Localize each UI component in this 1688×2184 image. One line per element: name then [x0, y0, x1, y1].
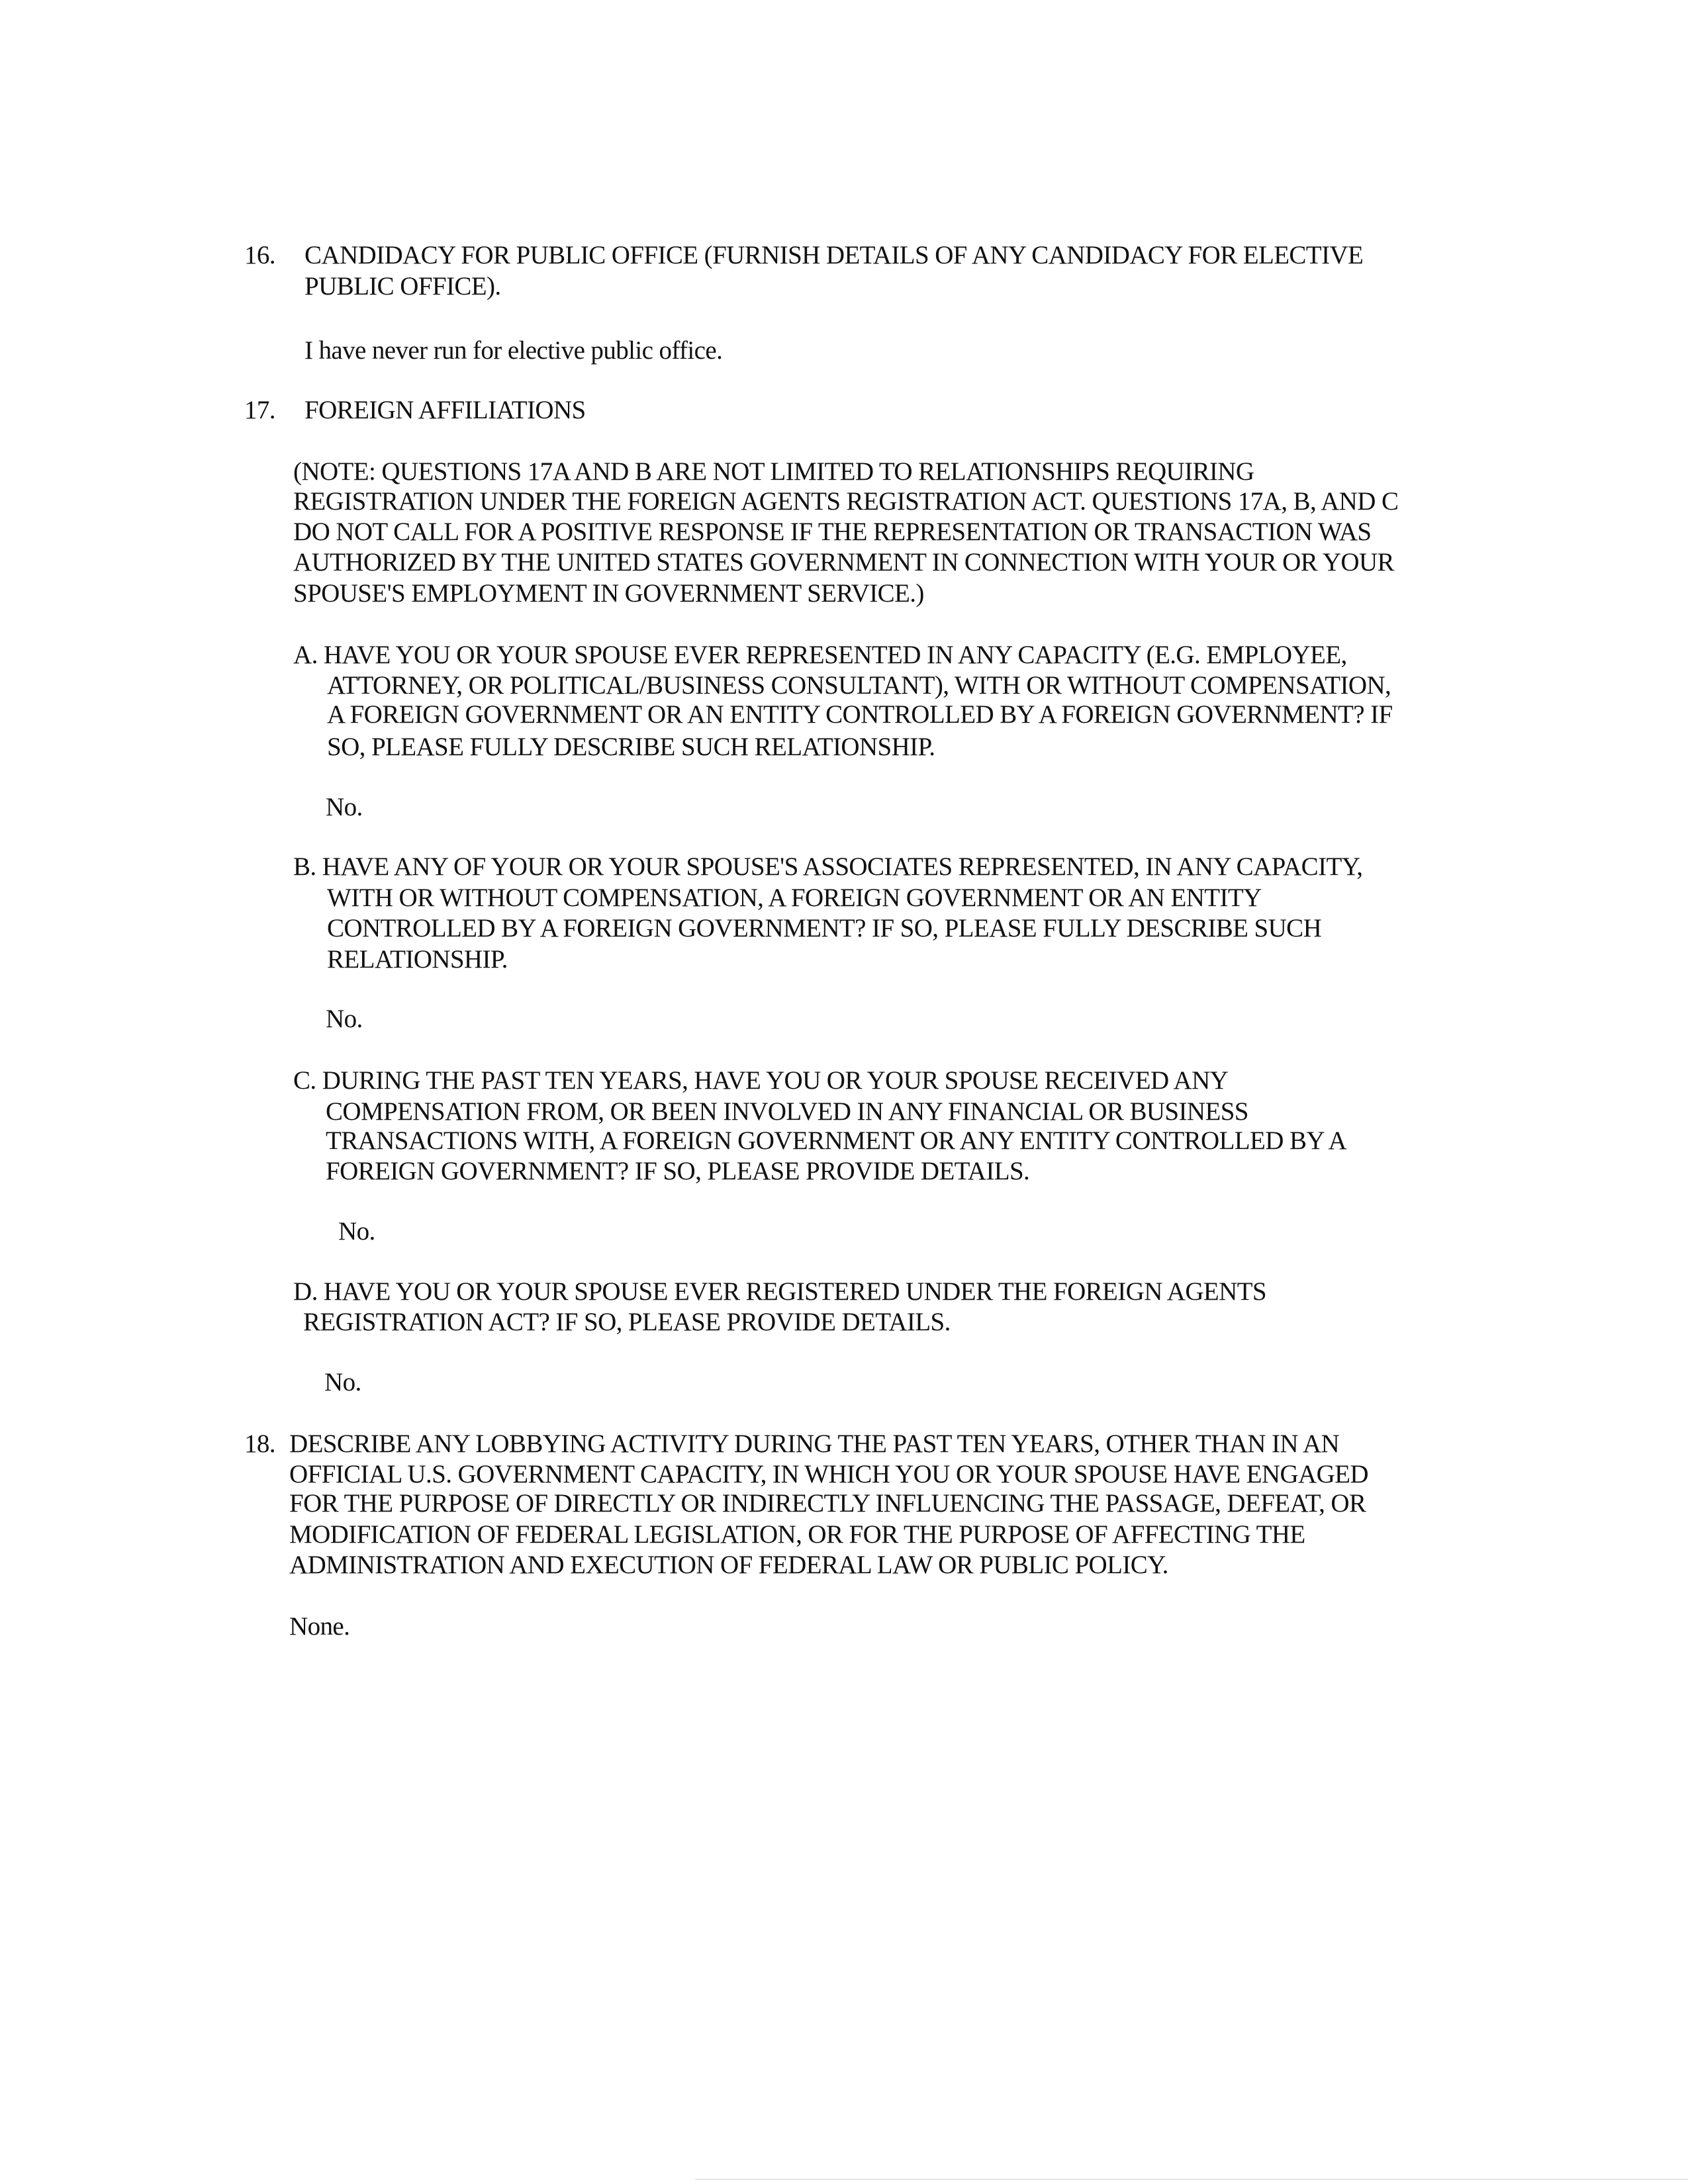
subquestion-b: WITH OR WITHOUT COMPENSATION, A FOREIGN GOVERNMENT OR AN ENTITY — [327, 884, 1262, 912]
subquestion-a: ATTORNEY, OR POLITICAL/BUSINESS CONSULTANT), WITH OR WITHOUT COMPENSATION, — [327, 671, 1391, 700]
question-text: ADMINISTRATION AND EXECUTION OF FEDERAL LAW OR PUBLIC POLICY. — [289, 1551, 1168, 1579]
subquestion-a: A FOREIGN GOVERNMENT OR AN ENTITY CONTROLLED BY A FOREIGN GOVERNMENT? IF — [327, 700, 1393, 729]
subquestion-d: REGISTRATION ACT? IF SO, PLEASE PROVIDE DETAILS. — [303, 1308, 951, 1336]
question-text: FOR THE PURPOSE OF DIRECTLY OR INDIRECTLY INFLUENCING THE PASSAGE, DEFEAT, OR — [289, 1489, 1366, 1518]
subquestion-c: COMPENSATION FROM, OR BEEN INVOLVED IN ANY FINANCIAL OR BUSINESS — [326, 1097, 1248, 1126]
answer-text: None. — [289, 1612, 350, 1641]
note-text: REGISTRATION UNDER THE FOREIGN AGENTS REGISTRATION ACT. QUESTIONS 17A, B, AND C — [293, 487, 1399, 516]
subquestion-b: B. HAVE ANY OF YOUR OR YOUR SPOUSE'S ASSOCIATES REPRESENTED, IN ANY CAPACITY, — [293, 852, 1363, 881]
subquestion-c: TRANSACTIONS WITH, A FOREIGN GOVERNMENT OR ANY ENTITY CONTROLLED BY A — [326, 1126, 1347, 1155]
question-number: 18. — [244, 1430, 275, 1458]
subquestion-c: C. DURING THE PAST TEN YEARS, HAVE YOU OR YOUR SPOUSE RECEIVED ANY — [293, 1066, 1229, 1095]
question-text: OFFICIAL U.S. GOVERNMENT CAPACITY, IN WHICH YOU OR YOUR SPOUSE HAVE ENGAGED — [289, 1460, 1368, 1488]
question-number: 17. — [244, 396, 275, 424]
question-number: 16. — [244, 241, 275, 269]
subquestion-b: RELATIONSHIP. — [327, 945, 508, 974]
question-text: MODIFICATION OF FEDERAL LEGISLATION, OR FOR THE PURPOSE OF AFFECTING THE — [289, 1520, 1305, 1549]
subquestion-d: D. HAVE YOU OR YOUR SPOUSE EVER REGISTERED UNDER THE FOREIGN AGENTS — [293, 1277, 1267, 1306]
answer-c: No. — [338, 1217, 375, 1246]
answer-b: No. — [326, 1005, 363, 1033]
subquestion-a: A. HAVE YOU OR YOUR SPOUSE EVER REPRESENTED IN ANY CAPACITY (E.G. EMPLOYEE, — [293, 641, 1347, 669]
question-text: CANDIDACY FOR PUBLIC OFFICE (FURNISH DETAILS OF ANY CANDIDACY FOR ELECTIVE — [305, 241, 1364, 269]
note-text: AUTHORIZED BY THE UNITED STATES GOVERNMENT IN CONNECTION WITH YOUR OR YOUR — [293, 548, 1394, 576]
subquestion-a: SO, PLEASE FULLY DESCRIBE SUCH RELATIONSHIP. — [327, 733, 935, 761]
question-text: DESCRIBE ANY LOBBYING ACTIVITY DURING THE PAST TEN YEARS, OTHER THAN IN AN — [289, 1430, 1340, 1458]
answer-a: No. — [326, 793, 363, 821]
section-title: FOREIGN AFFILIATIONS — [305, 396, 586, 424]
note-text: SPOUSE'S EMPLOYMENT IN GOVERNMENT SERVICE.) — [293, 579, 924, 608]
subquestion-c: FOREIGN GOVERNMENT? IF SO, PLEASE PROVIDE DETAILS. — [326, 1157, 1030, 1185]
note-text: DO NOT CALL FOR A POSITIVE RESPONSE IF THE REPRESENTATION OR TRANSACTION WAS — [293, 518, 1372, 546]
answer-d: No. — [324, 1368, 361, 1396]
subquestion-b: CONTROLLED BY A FOREIGN GOVERNMENT? IF SO, PLEASE FULLY DESCRIBE SUCH — [327, 914, 1322, 942]
scan-edge-divider — [695, 2179, 1688, 2180]
question-text: PUBLIC OFFICE). — [305, 272, 501, 300]
answer-text: I have never run for elective public office. — [305, 336, 723, 365]
note-text: (NOTE: QUESTIONS 17A AND B ARE NOT LIMITED TO RELATIONSHIPS REQUIRING — [293, 457, 1254, 486]
